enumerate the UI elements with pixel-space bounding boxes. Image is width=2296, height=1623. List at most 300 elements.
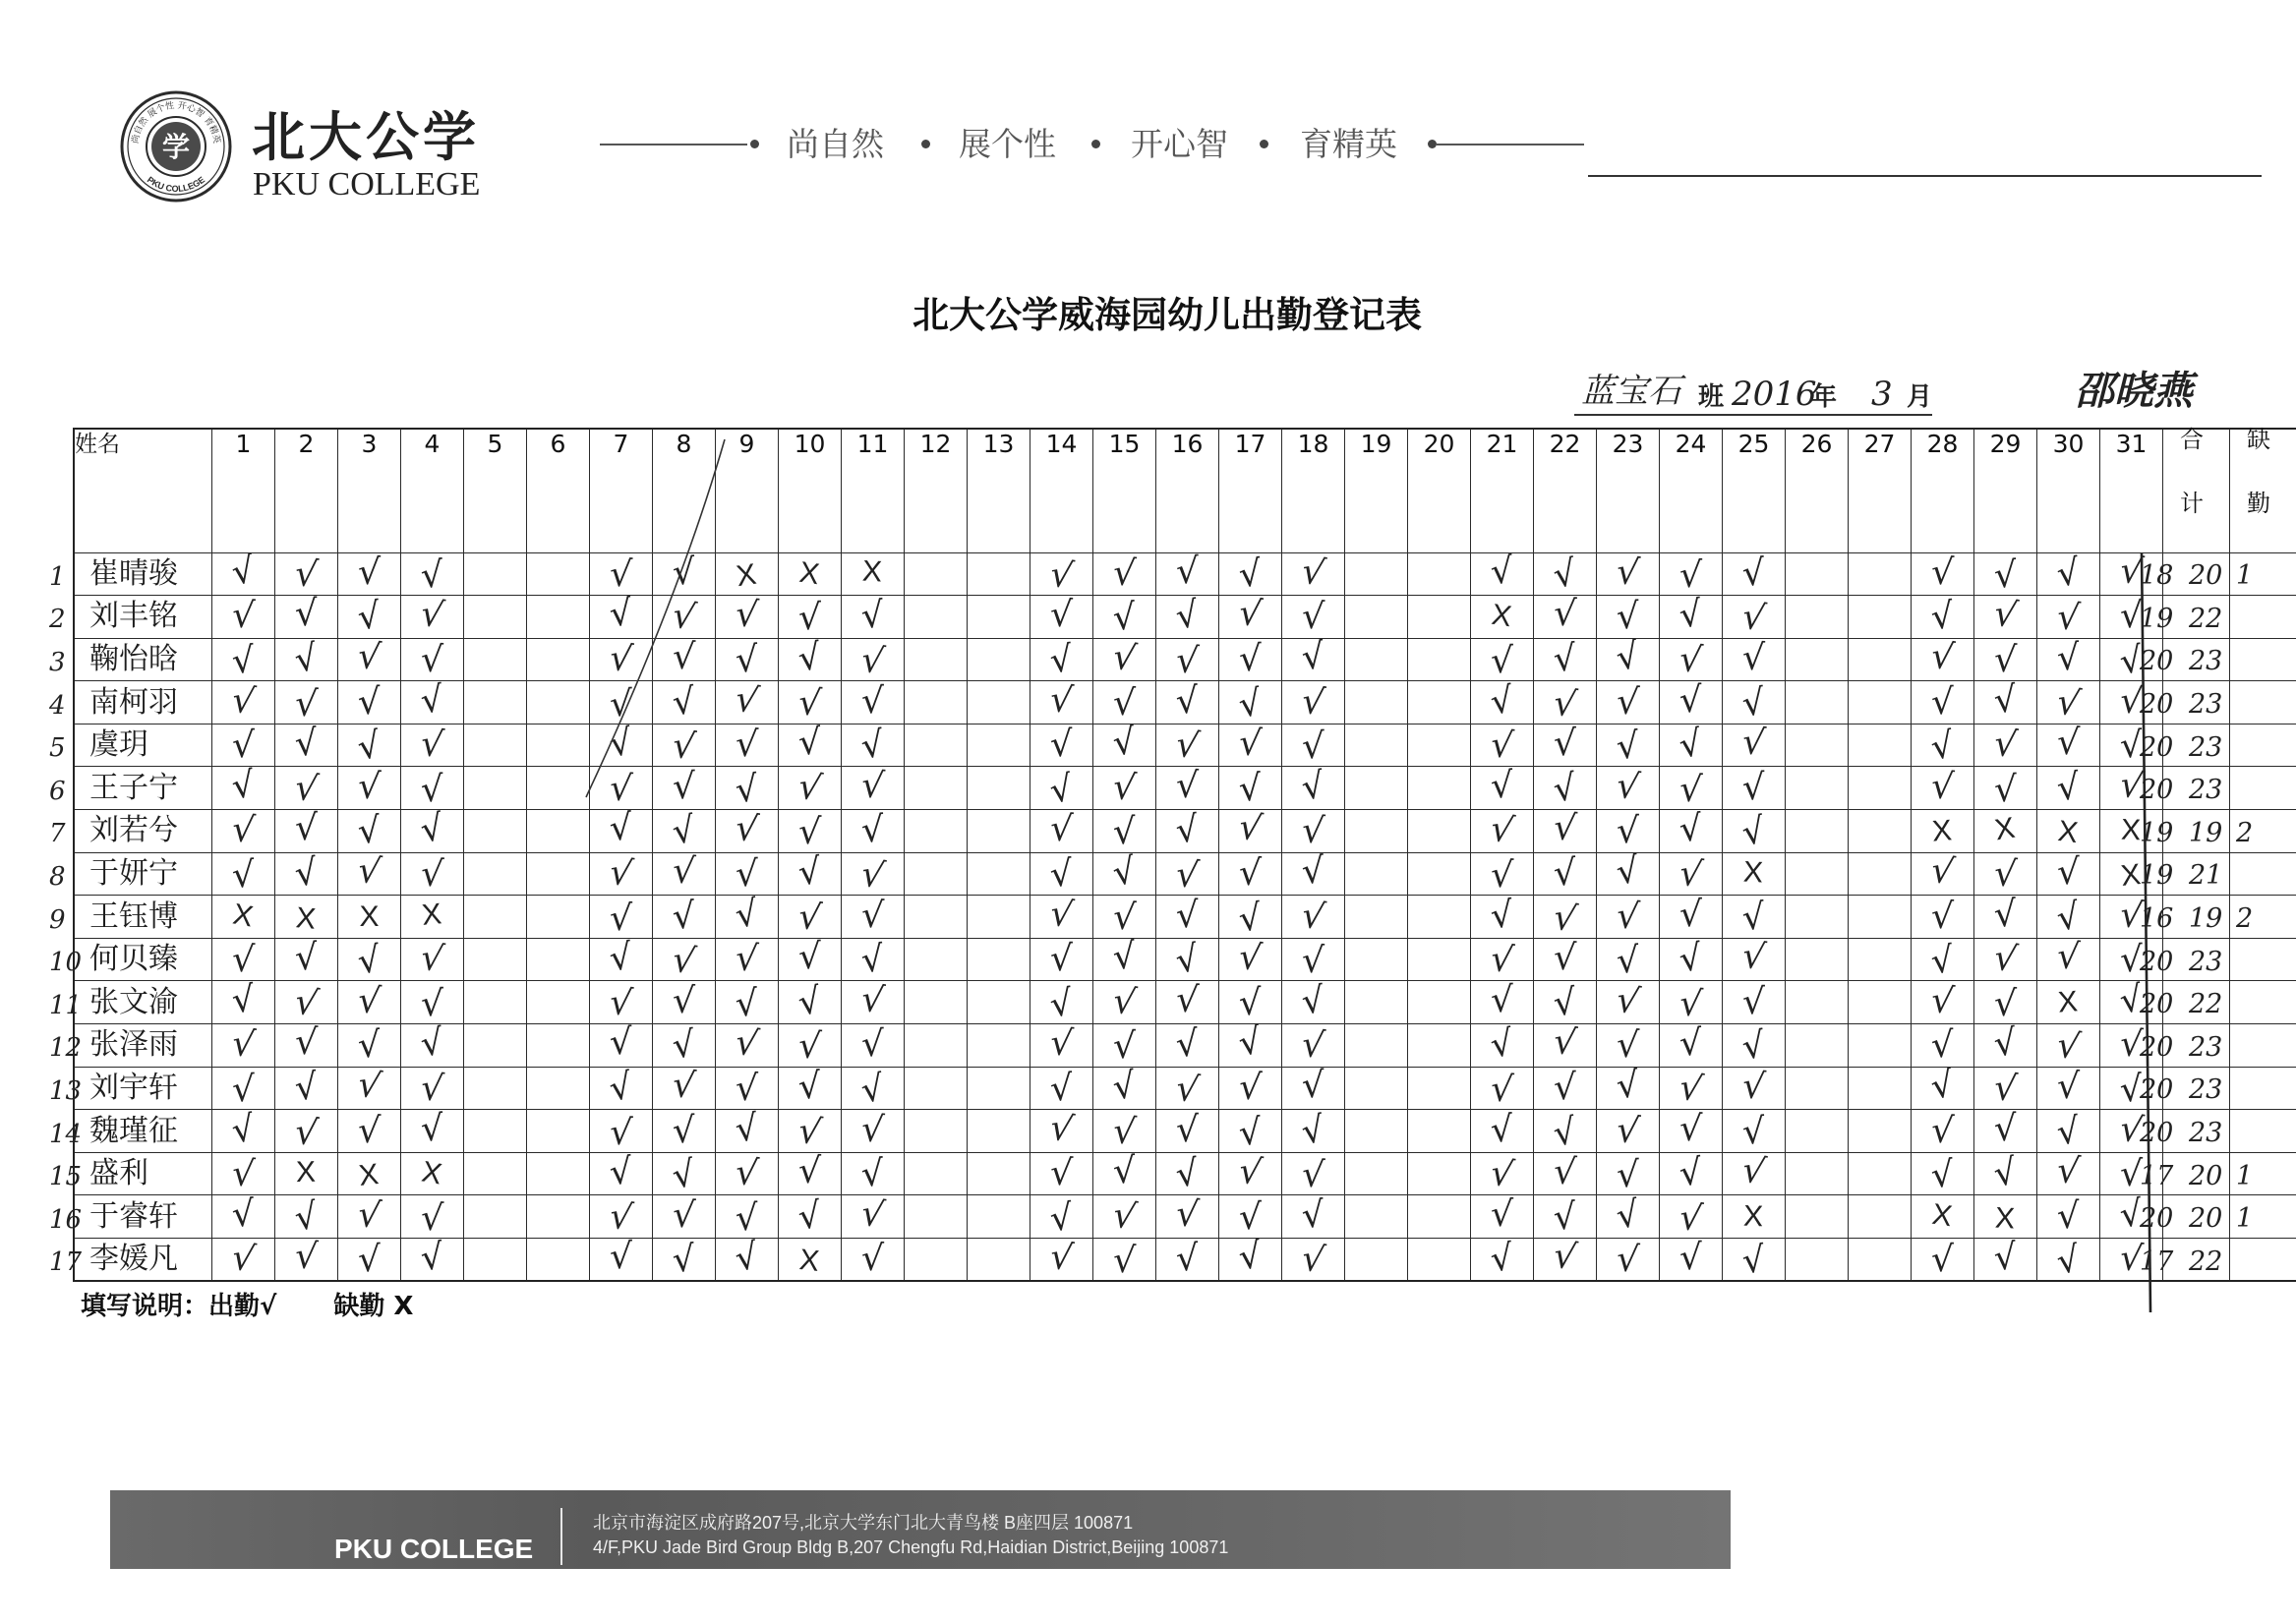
attendance-cell <box>338 896 401 939</box>
present-mark: √ <box>2054 766 2082 809</box>
attendance-cell <box>1093 681 1156 725</box>
attendance-cell <box>212 764 275 810</box>
attendance-cell <box>1974 552 2037 596</box>
present-mark: √ <box>230 854 256 897</box>
present-mark: √ <box>355 939 383 983</box>
attendance-cell <box>1030 1152 1093 1195</box>
attendance-cell <box>968 1024 1030 1068</box>
attendance-cell <box>1849 724 1912 767</box>
attendance-cell <box>338 1110 401 1153</box>
present-mark: √ <box>1928 596 1956 639</box>
attendance-cell <box>2100 1239 2163 1282</box>
present-mark: √ <box>1551 1235 1580 1279</box>
present-mark: √ <box>1490 979 1514 1020</box>
present-mark: √ <box>1992 893 2019 936</box>
present-mark: √ <box>355 635 383 679</box>
attendance-cell <box>1219 638 1282 681</box>
present-mark: √ <box>733 1021 762 1066</box>
attendance-cell <box>1030 852 1093 896</box>
absence-cell <box>2230 810 2296 853</box>
attendance-cell <box>1597 1195 1660 1239</box>
present-mark: √ <box>293 937 319 979</box>
present-mark: √ <box>859 1108 886 1151</box>
present-mark: √ <box>607 637 635 681</box>
attendance-cell <box>401 1195 464 1239</box>
attendance-cell <box>1219 1110 1282 1153</box>
attendance-cell <box>338 981 401 1024</box>
attendance-cell <box>1093 552 1156 596</box>
attendance-cell <box>1219 552 1282 596</box>
present-mark: √ <box>1174 1023 1201 1067</box>
attendance-cell <box>1912 1110 1974 1153</box>
total-cell <box>2163 1152 2230 1195</box>
attendance-cell <box>1660 1239 1723 1282</box>
present-mark: √ <box>1112 1240 1137 1282</box>
absent-mark: X <box>295 900 318 936</box>
table-row <box>74 810 2296 853</box>
present-mark: √ <box>735 724 759 766</box>
attendance-cell <box>1156 938 1219 981</box>
attendance-cell <box>1030 981 1093 1024</box>
attendance-cell <box>527 1195 590 1239</box>
present-mark: √ <box>1300 1193 1326 1237</box>
attendance-cell <box>716 893 779 939</box>
logo-english-name: PKU COLLEGE <box>253 166 481 203</box>
attendance-cell <box>2037 852 2100 896</box>
present-mark: √ <box>1554 724 1576 765</box>
present-mark: √ <box>733 808 761 851</box>
attendance-cell <box>1345 767 1408 810</box>
attendance-cell <box>1219 852 1282 896</box>
present-mark: √ <box>356 1024 382 1067</box>
attendance-cell <box>2100 552 2163 596</box>
attendance-cell <box>275 981 338 1024</box>
attendance-cell <box>653 1239 716 1282</box>
attendance-cell <box>1786 724 1849 767</box>
attendance-cell <box>1471 1239 1534 1282</box>
total-cell <box>2163 810 2230 853</box>
present-mark: √ <box>293 723 320 766</box>
row-number: 10 <box>49 948 83 978</box>
name-cell <box>74 1110 212 1153</box>
attendance-cell <box>968 1239 1030 1282</box>
tally-value: 23 <box>2189 1118 2223 1149</box>
present-mark: √ <box>1990 1151 2021 1195</box>
attendance-cell <box>1219 1235 1282 1282</box>
present-mark: √ <box>1741 637 1766 679</box>
attendance-cell <box>1093 1110 1156 1153</box>
present-mark: √ <box>1553 1067 1577 1109</box>
attendance-cell <box>1974 1110 2037 1153</box>
day-header: 18 <box>1282 429 1345 552</box>
name-cell <box>74 810 212 853</box>
present-mark: √ <box>2117 1107 2147 1152</box>
attendance-cell <box>2037 1195 2100 1239</box>
attendance-cell <box>1597 849 1660 896</box>
attendance-cell <box>1093 1195 1156 1239</box>
attendance-cell <box>1660 1024 1723 1068</box>
attendance-cell <box>590 1110 653 1153</box>
present-mark: √ <box>2054 1150 2083 1193</box>
attendance-cell <box>590 1021 653 1068</box>
attendance-cell <box>1408 938 1471 981</box>
attendance-cell <box>590 724 653 767</box>
attendance-cell <box>590 938 653 981</box>
present-mark: √ <box>795 896 824 939</box>
tally-value: 23 <box>2189 946 2223 977</box>
present-mark: √ <box>1739 722 1768 765</box>
attendance-cell <box>338 552 401 596</box>
attendance-cell <box>464 1152 527 1195</box>
attendance-cell <box>401 1236 464 1282</box>
attendance-cell <box>401 552 464 596</box>
attendance-cell <box>653 681 716 725</box>
attendance-cell <box>1723 1239 1786 1282</box>
attendance-cell <box>1534 896 1597 939</box>
attendance-cell <box>1974 852 2037 896</box>
attendance-cell <box>1660 981 1723 1024</box>
present-mark: √ <box>860 1024 885 1066</box>
attendance-cell <box>590 1195 653 1239</box>
table-row <box>74 596 2296 639</box>
day-header: 26 <box>1786 429 1849 552</box>
present-mark: √ <box>735 1068 759 1110</box>
attendance-cell <box>1408 767 1471 810</box>
present-mark: √ <box>1739 596 1769 640</box>
attendance-cell <box>527 981 590 1024</box>
attendance-cell <box>1597 1024 1660 1068</box>
attendance-cell <box>212 938 275 981</box>
child-name: 于妍宁 <box>89 855 178 891</box>
attendance-cell <box>464 1110 527 1153</box>
present-mark: √ <box>1488 938 1516 982</box>
present-mark: √ <box>1739 1239 1767 1283</box>
attendance-cell <box>212 1024 275 1068</box>
attendance-cell <box>1723 852 1786 896</box>
slogan-text: 育精英 <box>1300 125 1397 163</box>
attendance-cell <box>1660 1195 1723 1239</box>
attendance-cell <box>527 638 590 681</box>
attendance-cell <box>464 1067 527 1110</box>
attendance-cell <box>779 1024 842 1068</box>
total-cell <box>2163 724 2230 767</box>
absent-mark: X <box>2056 815 2081 850</box>
attendance-cell <box>842 810 905 853</box>
present-mark: √ <box>669 595 699 640</box>
attendance-cell <box>2100 764 2163 810</box>
present-mark: √ <box>2117 1237 2146 1281</box>
absent-mark: X <box>2057 985 2080 1019</box>
present-mark: √ <box>1172 938 1203 982</box>
attendance-cell <box>1156 681 1219 725</box>
attendance-cell <box>2037 1152 2100 1195</box>
present-mark: √ <box>229 978 257 1021</box>
attendance-cell <box>905 681 968 725</box>
present-mark: √ <box>1488 1152 1517 1196</box>
present-mark: √ <box>1551 981 1578 1024</box>
attendance-cell <box>338 681 401 725</box>
present-mark: √ <box>1553 937 1577 979</box>
attendance-cell <box>1597 767 1660 810</box>
attendance-cell <box>401 938 464 981</box>
day-header: 17 <box>1219 429 1282 552</box>
attendance-cell <box>275 1195 338 1239</box>
attendance-cell <box>338 938 401 981</box>
total-cell <box>2163 1195 2230 1239</box>
attendance-cell <box>1597 635 1660 681</box>
attendance-cell <box>590 1239 653 1282</box>
footer-address-en: 4/F,PKU Jade Bird Group Bldg B,207 Chengfu Rd,Haidian District,Beijing 100871 <box>593 1537 1229 1557</box>
attendance-cell <box>1471 852 1534 896</box>
tally-value: 20 <box>2140 1203 2174 1235</box>
attendance-cell <box>1093 810 1156 853</box>
attendance-cell <box>968 724 1030 767</box>
attendance-cell <box>1723 1024 1786 1068</box>
present-mark: √ <box>1615 681 1641 724</box>
attendance-cell <box>1597 1239 1660 1282</box>
attendance-cell <box>1534 638 1597 681</box>
present-mark: √ <box>1110 636 1140 680</box>
attendance-cell <box>1849 552 1912 596</box>
attendance-cell <box>779 1195 842 1239</box>
attendance-cell <box>1471 1152 1534 1195</box>
present-mark: √ <box>1551 1021 1579 1065</box>
attendance-cell <box>1660 724 1723 767</box>
present-mark: √ <box>1739 681 1768 725</box>
attendance-cell <box>1723 896 1786 939</box>
absence-column-header <box>2230 426 2296 552</box>
name-cell <box>74 896 212 939</box>
present-mark: √ <box>1047 982 1076 1026</box>
present-mark: √ <box>418 724 446 767</box>
present-mark: √ <box>1050 939 1073 980</box>
present-mark: √ <box>858 978 887 1021</box>
child-name: 于睿轩 <box>89 1198 178 1234</box>
attendance-cell <box>1974 810 2037 853</box>
present-mark: √ <box>1049 595 1074 636</box>
present-mark: √ <box>1111 936 1138 979</box>
attendance-cell <box>968 852 1030 896</box>
present-mark: √ <box>1047 638 1076 682</box>
attendance-cell <box>1786 896 1849 939</box>
present-mark: √ <box>2118 679 2145 723</box>
present-mark: √ <box>1930 551 1955 594</box>
absence-cell <box>2230 767 2296 810</box>
attendance-cell <box>1219 724 1282 767</box>
present-mark: √ <box>1048 808 1075 850</box>
attendance-cell <box>1219 681 1282 725</box>
day-header: 11 <box>842 429 905 552</box>
attendance-cell <box>338 1195 401 1239</box>
absence-cell <box>2230 1110 2296 1153</box>
attendance-cell <box>527 552 590 596</box>
present-mark: √ <box>1301 725 1325 768</box>
attendance-cell <box>527 1152 590 1195</box>
present-mark: √ <box>1990 593 2021 638</box>
present-mark: √ <box>357 1110 382 1151</box>
day-header: 21 <box>1471 429 1534 552</box>
present-mark: √ <box>1614 551 1642 594</box>
attendance-cell <box>2037 810 2100 853</box>
attendance-cell <box>1660 767 1723 810</box>
present-mark: √ <box>1238 982 1263 1024</box>
present-mark: √ <box>1174 979 1201 1021</box>
present-mark: √ <box>1677 1152 1704 1195</box>
attendance-cell <box>1345 981 1408 1024</box>
present-mark: √ <box>1299 979 1327 1022</box>
absence-cell <box>2230 552 2296 596</box>
present-mark: √ <box>1993 983 2018 1024</box>
attendance-cell <box>527 681 590 725</box>
attendance-cell <box>1597 1064 1660 1110</box>
day-header: 28 <box>1912 429 1974 552</box>
present-mark: √ <box>1678 982 1704 1025</box>
present-mark: √ <box>797 811 822 853</box>
day-header: 15 <box>1093 429 1156 552</box>
present-mark: √ <box>1677 1196 1705 1240</box>
attendance-cell <box>1974 1067 2037 1110</box>
attendance-cell <box>716 724 779 767</box>
present-mark: √ <box>418 593 447 637</box>
present-mark: √ <box>1929 766 1956 808</box>
present-mark: √ <box>1111 1110 1138 1153</box>
name-cell <box>74 1024 212 1068</box>
present-mark: √ <box>229 679 258 723</box>
attendance-cell <box>1974 938 2037 981</box>
present-mark: √ <box>1616 1024 1640 1067</box>
attendance-cell <box>1156 810 1219 853</box>
attendance-cell <box>968 981 1030 1024</box>
present-mark: √ <box>1047 893 1076 936</box>
attendance-cell <box>1534 1235 1597 1282</box>
attendance-cell <box>401 981 464 1024</box>
present-mark: √ <box>858 1192 888 1237</box>
attendance-cell <box>716 767 779 810</box>
child-name: 刘宇轩 <box>89 1070 178 1105</box>
attendance-cell <box>2037 1024 2100 1068</box>
present-mark: √ <box>230 809 257 852</box>
attendance-cell <box>1534 1067 1597 1110</box>
attendance-cell <box>1282 1110 1345 1153</box>
table-row <box>74 896 2296 939</box>
attendance-cell <box>1093 852 1156 896</box>
seal-center-character: 学 <box>161 131 191 163</box>
attendance-cell <box>1786 938 1849 981</box>
attendance-cell <box>1534 938 1597 981</box>
attendance-cell <box>1849 852 1912 896</box>
present-mark: √ <box>1236 593 1265 636</box>
attendance-cell <box>1219 1195 1282 1239</box>
present-mark: √ <box>795 1194 824 1238</box>
present-mark: √ <box>356 810 383 853</box>
attendance-cell <box>2100 810 2163 853</box>
attendance-cell <box>1345 596 1408 639</box>
attendance-cell <box>1723 981 1786 1024</box>
present-mark: √ <box>1046 1106 1077 1151</box>
attendance-cell <box>1471 1110 1534 1153</box>
present-mark: √ <box>1928 979 1957 1022</box>
present-mark: √ <box>797 936 822 978</box>
present-mark: √ <box>1111 1150 1137 1192</box>
attendance-cell <box>968 681 1030 725</box>
attendance-cell <box>1912 635 1974 681</box>
attendance-cell <box>464 638 527 681</box>
present-mark: √ <box>1236 806 1266 850</box>
attendance-cell <box>1912 1239 1974 1282</box>
present-mark: √ <box>1173 1068 1202 1112</box>
attendance-cell <box>842 938 905 981</box>
attendance-cell <box>905 1239 968 1282</box>
present-mark: √ <box>232 725 255 767</box>
attendance-cell <box>2037 1110 2100 1153</box>
attendance-cell <box>401 1021 464 1068</box>
present-mark: √ <box>1678 1237 1703 1279</box>
attendance-cell <box>905 1152 968 1195</box>
attendance-cell <box>968 638 1030 681</box>
present-mark: √ <box>1049 1152 1074 1194</box>
attendance-cell <box>1534 1021 1597 1068</box>
row-number: 12 <box>49 1033 83 1064</box>
present-mark: √ <box>1046 768 1077 812</box>
attendance-cell <box>716 1067 779 1110</box>
present-mark: √ <box>1238 638 1263 680</box>
day-header: 10 <box>779 429 842 552</box>
attendance-cell <box>1345 810 1408 853</box>
row-number: 14 <box>49 1119 83 1149</box>
attendance-cell <box>464 852 527 896</box>
absent-mark: X <box>1742 855 1765 890</box>
present-mark: √ <box>1616 1154 1640 1196</box>
day-header: 30 <box>2037 429 2100 552</box>
present-mark: √ <box>2055 936 2082 978</box>
present-mark: √ <box>1676 1067 1706 1111</box>
footer-brand: PKU COLLEGE <box>334 1534 534 1564</box>
present-mark: √ <box>859 1153 886 1195</box>
attendance-cell <box>842 1067 905 1110</box>
present-mark: √ <box>1993 639 2018 681</box>
attendance-cell <box>968 596 1030 639</box>
tally-value: 20 <box>2140 946 2174 977</box>
present-mark: √ <box>607 981 635 1024</box>
attendance-cell <box>1912 1064 1974 1110</box>
attendance-cell <box>464 596 527 639</box>
attendance-cell <box>1030 810 1093 853</box>
present-mark: √ <box>228 550 259 594</box>
attendance-cell <box>653 596 716 639</box>
attendance-cell <box>716 1236 779 1282</box>
present-mark: √ <box>231 939 256 981</box>
row-number: 15 <box>49 1162 83 1192</box>
attendance-cell <box>2037 638 2100 681</box>
table-row <box>74 1239 2296 1282</box>
present-mark: √ <box>1552 852 1577 895</box>
attendance-cell <box>1471 596 1534 639</box>
present-mark: √ <box>1678 679 1703 721</box>
present-mark: √ <box>230 1192 257 1236</box>
present-mark: √ <box>1927 1064 1958 1108</box>
present-mark: √ <box>1929 1109 1956 1152</box>
present-mark: √ <box>671 551 696 594</box>
row-number: 11 <box>49 990 83 1020</box>
present-mark: √ <box>732 677 762 723</box>
present-mark: √ <box>291 1195 321 1240</box>
attendance-cell <box>527 1024 590 1068</box>
present-mark: √ <box>1614 1064 1641 1108</box>
attendance-cell <box>590 807 653 853</box>
present-mark: √ <box>357 1239 382 1281</box>
child-name: 王钰博 <box>89 898 178 934</box>
attendance-cell <box>1660 852 1723 896</box>
